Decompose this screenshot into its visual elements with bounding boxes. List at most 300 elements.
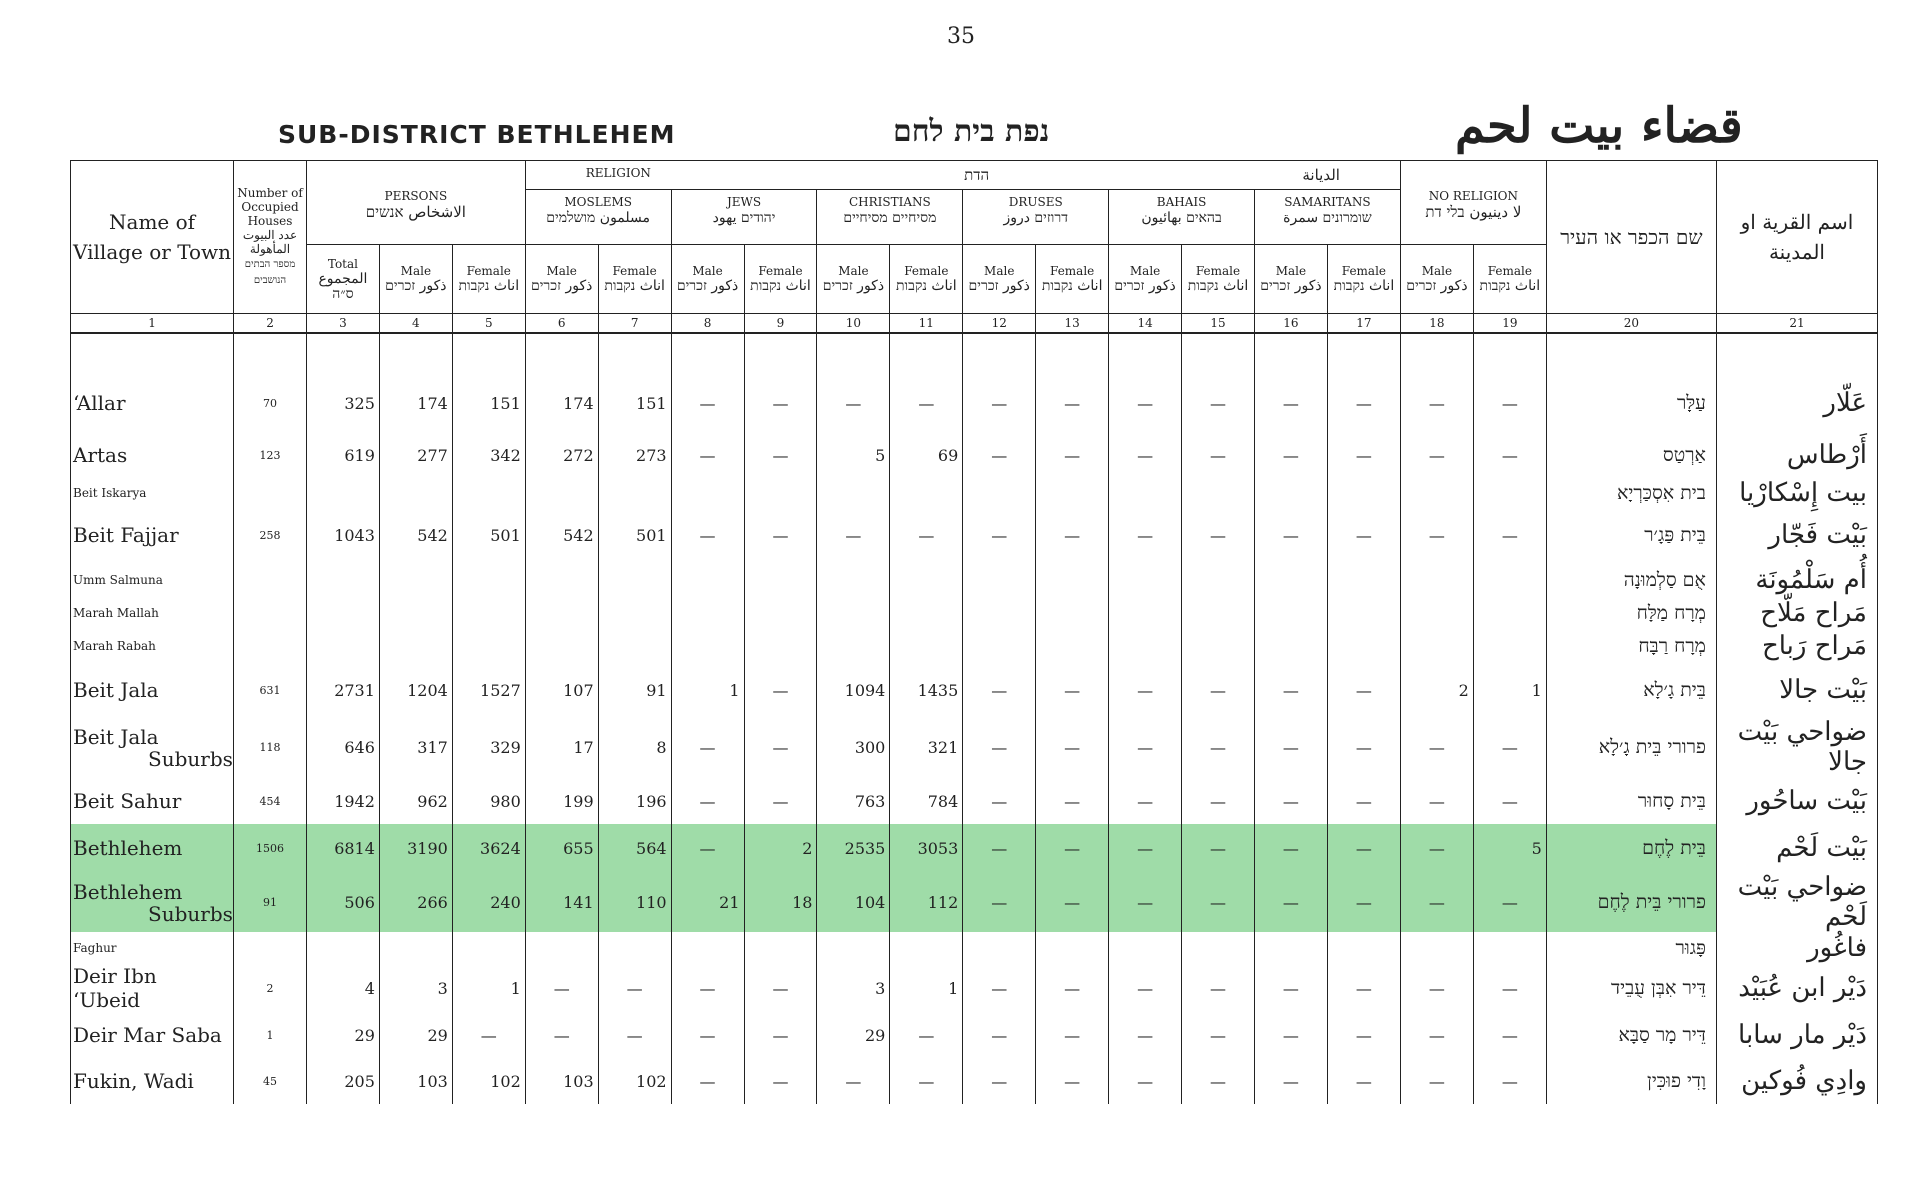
header-jews: JEWS יהודים يهود [671,190,817,245]
village-name-hebrew: פרורי בֵּית גָ׳לָא [1546,716,1716,778]
table-row [71,562,1878,598]
cell-value: — [1182,432,1255,478]
cell-value: — [963,964,1036,1012]
cell-value: — [1036,664,1109,716]
village-name: Beit Fajjar [71,508,234,562]
cell-value: 501 [452,508,525,562]
cell-value: — [1400,716,1473,778]
cell-value: 8 [598,716,671,778]
header-bahais: BAHAIS בהאים بهائيون [1109,190,1255,245]
cell-value: 321 [890,716,963,778]
cell-value [1254,478,1327,508]
cell-value: — [963,374,1036,432]
cell-value [1254,562,1327,598]
cell-value: 1 [671,664,744,716]
occupied-houses: 1 [234,1012,307,1058]
cell-value [963,932,1036,964]
cell-value: — [817,374,890,432]
cell-value: — [671,508,744,562]
table-row [71,664,1878,716]
table-row [71,778,1878,824]
village-name-hebrew: בֵּית גָ׳לָא [1546,664,1716,716]
cell-value: — [744,964,817,1012]
cell-value: 5 [817,432,890,478]
cell-value: — [1327,432,1400,478]
occupied-houses [234,932,307,964]
village-name-arabic: بَيْت جالا [1716,664,1877,716]
cell-value: — [1473,374,1546,432]
cell-value: — [744,664,817,716]
cell-value: — [1327,824,1400,872]
cell-value [1254,932,1327,964]
header-druses: DRUSES דרוזים دروز [963,190,1109,245]
cell-value: 763 [817,778,890,824]
header-female: Female اناث נקבות [1473,245,1546,314]
cell-value [379,932,452,964]
header-male: Male ذكور זכרים [817,245,890,314]
cell-value: — [671,1058,744,1104]
village-name: Faghur [71,932,234,964]
cell-value [1036,478,1109,508]
cell-value: — [963,432,1036,478]
cell-value: 273 [598,432,671,478]
village-name-hebrew: בֵּית לֶחֶם [1546,824,1716,872]
cell-value: 646 [306,716,379,778]
cell-value [1036,932,1109,964]
cell-value: — [671,964,744,1012]
column-number: 19 [1473,314,1546,334]
cell-value: — [1473,778,1546,824]
header-female: Female اناث נקבות [890,245,963,314]
cell-value: — [744,778,817,824]
cell-value: 619 [306,432,379,478]
village-name-hebrew: וָדִי פוּכִּין [1546,1058,1716,1104]
cell-value [744,478,817,508]
cell-value [1109,598,1182,628]
table-row [71,872,1878,932]
cell-value: — [1400,508,1473,562]
cell-value [1036,628,1109,664]
cell-value: 21 [671,872,744,932]
cell-value: — [744,716,817,778]
cell-value: — [1254,664,1327,716]
cell-value: — [890,1058,963,1104]
header-female: Female اناث נקבות [1182,245,1255,314]
header-male: Male ذكور זכרים [379,245,452,314]
cell-value: 2731 [306,664,379,716]
cell-value: — [1327,872,1400,932]
header-name-he: שם הכפר או העיר [1546,161,1716,314]
cell-value: — [1327,374,1400,432]
cell-value: — [1254,374,1327,432]
column-number: 10 [817,314,890,334]
cell-value [1182,628,1255,664]
header-christians: CHRISTIANS מסיחיים מסיחיים [817,190,963,245]
cell-value [306,562,379,598]
cell-value [744,932,817,964]
cell-value [525,478,598,508]
cell-value: 1942 [306,778,379,824]
cell-value [963,628,1036,664]
cell-value [890,628,963,664]
village-name: Marah Mallah [71,598,234,628]
cell-value [1036,598,1109,628]
cell-value: — [1182,716,1255,778]
village-name-hebrew: בֵּית פַּגָ׳ר [1546,508,1716,562]
occupied-houses: 258 [234,508,307,562]
cell-value [890,932,963,964]
village-name-arabic: عَلّار [1716,374,1877,432]
cell-value: — [1254,1058,1327,1104]
village-name-hebrew: בית אִסְכַּרְיָא [1546,478,1716,508]
column-number: 13 [1036,314,1109,334]
cell-value: — [890,374,963,432]
village-name-hebrew: עַלָּר [1546,374,1716,432]
cell-value [963,562,1036,598]
cell-value: — [1036,964,1109,1012]
column-number: 4 [379,314,452,334]
header-no-religion: NO RELIGION لا دينيون בלי דת [1400,161,1546,245]
cell-value [1327,598,1400,628]
cell-value [1182,598,1255,628]
cell-value: — [1473,1058,1546,1104]
cell-value: — [1327,964,1400,1012]
cell-value: — [1400,824,1473,872]
cell-value: — [1473,432,1546,478]
cell-value: — [525,964,598,1012]
cell-value: 69 [890,432,963,478]
header-male: Male ذكور זכרים [525,245,598,314]
cell-value: 1204 [379,664,452,716]
cell-value: — [1400,964,1473,1012]
cell-value: 300 [817,716,890,778]
cell-value: — [1109,778,1182,824]
cell-value [379,628,452,664]
occupied-houses [234,598,307,628]
cell-value: — [671,432,744,478]
village-name-hebrew: בֵּית סָחוּר [1546,778,1716,824]
cell-value: — [817,1058,890,1104]
column-number: 15 [1182,314,1255,334]
cell-value [525,598,598,628]
occupied-houses: 631 [234,664,307,716]
cell-value: — [963,508,1036,562]
header-religion: RELIGION הדת الديانة [525,161,1400,190]
cell-value: — [1327,508,1400,562]
cell-value [1109,562,1182,598]
cell-value [452,478,525,508]
village-name: Beit Sahur [71,778,234,824]
cell-value: — [671,716,744,778]
cell-value: — [1109,664,1182,716]
title-english: SUB-DISTRICT BETHLEHEM [278,120,676,149]
cell-value: — [1036,374,1109,432]
header-houses: Number of Occupied Houses عدد البيوت المأهولة מספר הבתים הנושבים [234,161,307,314]
cell-value [1327,478,1400,508]
cell-value: 104 [817,872,890,932]
cell-value [379,562,452,598]
occupied-houses [234,628,307,664]
cell-value: — [1327,778,1400,824]
table-row [71,716,1878,778]
cell-value: — [1109,1012,1182,1058]
cell-value: 3 [817,964,890,1012]
cell-value [1254,628,1327,664]
cell-value: 277 [379,432,452,478]
village-name-hebrew: דֵּיר מָר סַבָּא [1546,1012,1716,1058]
village-name-hebrew: מְרָח רַבָּח [1546,628,1716,664]
cell-value: 29 [817,1012,890,1058]
cell-value [598,598,671,628]
cell-value: 141 [525,872,598,932]
village-name-arabic: بَيْت ساحُور [1716,778,1877,824]
cell-value [306,628,379,664]
cell-value: — [1400,778,1473,824]
header-male: Male ذكور זכרים [963,245,1036,314]
page-number: 35 [947,24,975,49]
cell-value [671,562,744,598]
village-name-arabic: أَرْطاس [1716,432,1877,478]
cell-value [452,628,525,664]
village-name: Bethlehem Suburbs [71,872,234,932]
column-number: 5 [452,314,525,334]
cell-value: 325 [306,374,379,432]
village-name: Beit Jala Suburbs [71,716,234,778]
cell-value: — [1182,1012,1255,1058]
cell-value [963,478,1036,508]
cell-value: 542 [379,508,452,562]
cell-value: — [1400,872,1473,932]
occupied-houses: 454 [234,778,307,824]
cell-value [1400,478,1473,508]
cell-value [1109,628,1182,664]
cell-value: — [1473,716,1546,778]
cell-value: 174 [379,374,452,432]
cell-value: 174 [525,374,598,432]
occupied-houses: 2 [234,964,307,1012]
cell-value: — [525,1012,598,1058]
table-row [71,628,1878,664]
cell-value: 18 [744,872,817,932]
cell-value: 151 [598,374,671,432]
occupied-houses: 118 [234,716,307,778]
cell-value: — [1254,432,1327,478]
cell-value: — [1036,508,1109,562]
village-name: Bethlehem [71,824,234,872]
cell-value: 17 [525,716,598,778]
header-female: Female اناث נקבות [1036,245,1109,314]
village-name: Fukin, Wadi [71,1058,234,1104]
cell-value [671,628,744,664]
cell-value: — [598,964,671,1012]
village-name-hebrew: אַרְטַס [1546,432,1716,478]
village-name-arabic: ضواحي بَيْت جالا [1716,716,1877,778]
village-name-arabic: دَيْر ابن عُبَيْد [1716,964,1877,1012]
village-name-hebrew: דֵּיר אִבְּן עֻבֵיד [1546,964,1716,1012]
column-number: 9 [744,314,817,334]
cell-value: — [1473,1012,1546,1058]
cell-value [1109,932,1182,964]
cell-value: 102 [452,1058,525,1104]
cell-value [890,562,963,598]
table-row [71,374,1878,432]
cell-value: — [671,1012,744,1058]
header-total: Total المجموع ס״ה [306,245,379,314]
village-name: Umm Salmuna [71,562,234,598]
cell-value: — [1036,1012,1109,1058]
village-name-arabic: ضواحي بَيْت لَحْم [1716,872,1877,932]
cell-value [1400,932,1473,964]
cell-value [379,598,452,628]
cell-value: — [1254,824,1327,872]
cell-value [306,598,379,628]
cell-value [452,598,525,628]
cell-value [1036,562,1109,598]
header-male: Male ذكور זכרים [1400,245,1473,314]
cell-value [671,932,744,964]
village-name-hebrew: מְרָח מַלָּח [1546,598,1716,628]
cell-value [525,628,598,664]
header-moslems: MOSLEMS مسلمون מושלמים [525,190,671,245]
cell-value [1400,562,1473,598]
cell-value: 542 [525,508,598,562]
cell-value: — [671,824,744,872]
cell-value [1400,598,1473,628]
table-header [71,161,1878,334]
occupied-houses: 70 [234,374,307,432]
column-number: 16 [1254,314,1327,334]
cell-value: 564 [598,824,671,872]
cell-value: — [1327,716,1400,778]
cell-value: 506 [306,872,379,932]
column-number: 14 [1109,314,1182,334]
cell-value: — [1182,824,1255,872]
column-number: 11 [890,314,963,334]
cell-value: 784 [890,778,963,824]
cell-value: — [1254,778,1327,824]
cell-value [452,562,525,598]
header-name-en: Name of Village or Town [71,161,234,314]
cell-value: 329 [452,716,525,778]
cell-value: 4 [306,964,379,1012]
title-arabic: قضاء بيت لحم [1455,98,1743,154]
header-male: Male ذكور זכרים [1254,245,1327,314]
cell-value [379,478,452,508]
header-samaritans: SAMARITANS שומרונים سمرة [1254,190,1400,245]
cell-value: — [1254,964,1327,1012]
cell-value: 3 [379,964,452,1012]
cell-value: — [1400,432,1473,478]
cell-value: — [744,432,817,478]
column-number: 6 [525,314,598,334]
village-name: Artas [71,432,234,478]
header-male: Male ذكور זכרים [671,245,744,314]
cell-value: — [1254,508,1327,562]
header-female: Female اناث נקבות [452,245,525,314]
cell-value [1254,598,1327,628]
cell-value: 980 [452,778,525,824]
cell-value: — [1036,432,1109,478]
cell-value [1473,562,1546,598]
cell-value [671,598,744,628]
column-number: 7 [598,314,671,334]
cell-value [1473,628,1546,664]
cell-value: — [1182,778,1255,824]
cell-value: 1043 [306,508,379,562]
cell-value: — [963,1058,1036,1104]
cell-value: — [1400,1058,1473,1104]
cell-value: — [1182,508,1255,562]
cell-value: — [671,778,744,824]
cell-value [817,598,890,628]
cell-value: — [744,1058,817,1104]
cell-value: — [963,1012,1036,1058]
village-name-hebrew: אֻם סַלְמוּנָה [1546,562,1716,598]
header-male: Male ذكور זכרים [1109,245,1182,314]
cell-value: — [1473,964,1546,1012]
cell-value: 151 [452,374,525,432]
cell-value: — [963,716,1036,778]
cell-value [1109,478,1182,508]
cell-value: — [1036,778,1109,824]
header-female: Female اناث נקבות [1327,245,1400,314]
cell-value: 2 [1400,664,1473,716]
cell-value [817,932,890,964]
cell-value [744,598,817,628]
cell-value: 272 [525,432,598,478]
header-female: Female اناث נקבות [598,245,671,314]
cell-value: — [744,508,817,562]
header-persons: PERSONS الاشخاص אנשים [306,161,525,245]
cell-value: 112 [890,872,963,932]
table-row [71,1058,1878,1104]
occupied-houses: 123 [234,432,307,478]
village-name: Beit Jala [71,664,234,716]
cell-value: — [1036,1058,1109,1104]
cell-value: 29 [379,1012,452,1058]
cell-value [1182,562,1255,598]
cell-value [890,598,963,628]
cell-value: 1435 [890,664,963,716]
cell-value [306,932,379,964]
cell-value: — [1182,1058,1255,1104]
village-name: Deir Ibn ‘Ubeid [71,964,234,1012]
cell-value [1400,628,1473,664]
occupied-houses: 45 [234,1058,307,1104]
cell-value: 5 [1473,824,1546,872]
occupied-houses [234,478,307,508]
village-name: Marah Rabah [71,628,234,664]
table-row [71,508,1878,562]
village-name-arabic: بيت إِسْكارْيا [1716,478,1877,508]
cell-value: — [1327,1058,1400,1104]
column-number: 8 [671,314,744,334]
village-name-arabic: مَراح رَباح [1716,628,1877,664]
cell-value: — [598,1012,671,1058]
cell-value: 199 [525,778,598,824]
cell-value: — [1473,872,1546,932]
cell-value: 962 [379,778,452,824]
village-name-arabic: مَراح مَلّاح [1716,598,1877,628]
table-row [71,598,1878,628]
cell-value: 2535 [817,824,890,872]
cell-value: — [1182,374,1255,432]
cell-value: — [1109,374,1182,432]
table-row [71,824,1878,872]
cell-value: — [963,778,1036,824]
cell-value: — [817,508,890,562]
cell-value: — [744,374,817,432]
